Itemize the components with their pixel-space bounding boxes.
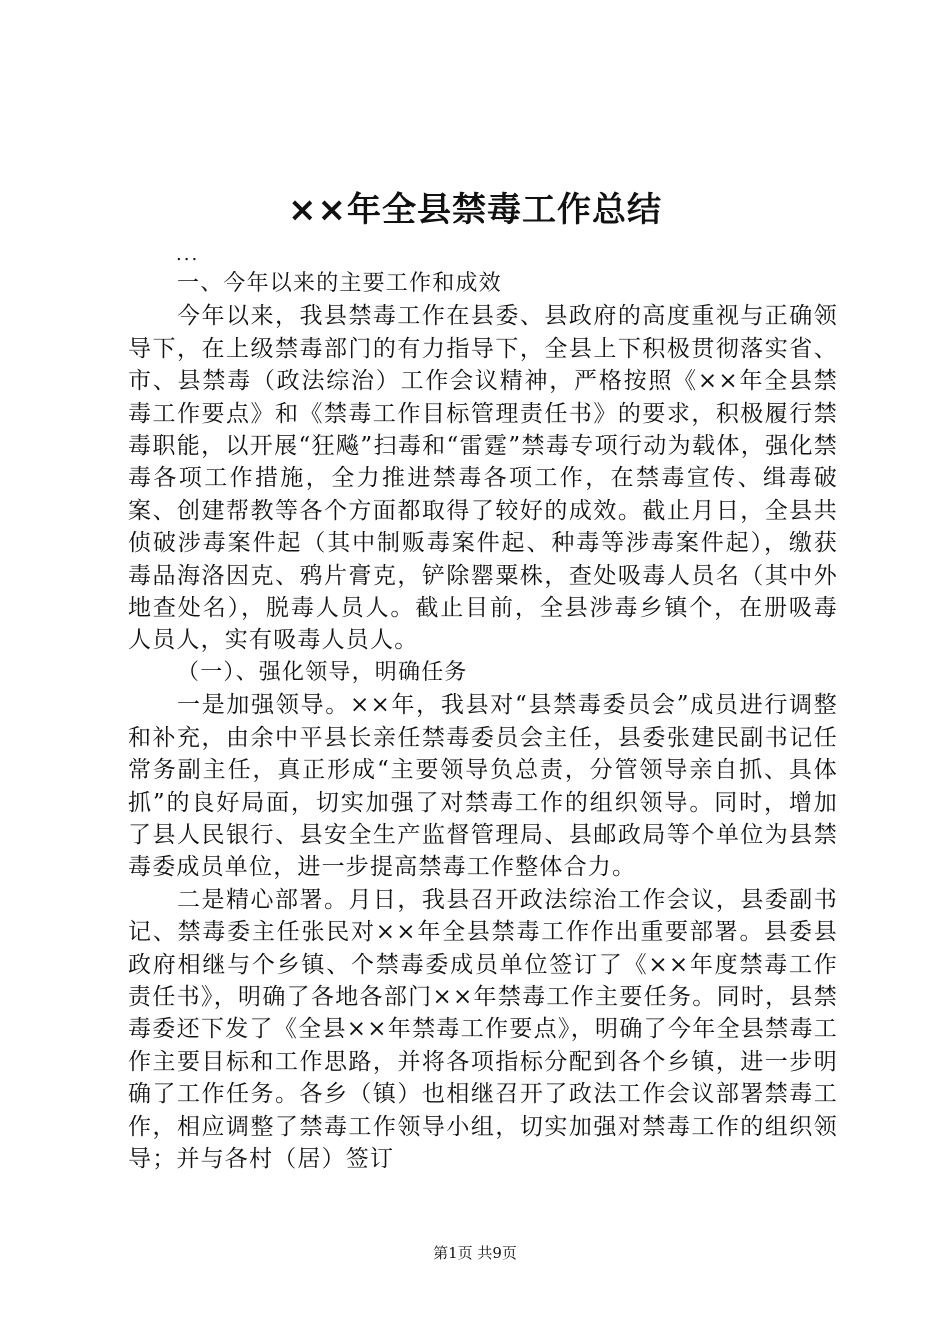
paragraph-deployment: 二是精心部署。月日，我县召开政法综治工作会议，县委副书记、禁毒委主任张民对××年全县禁毒工作作出重要部署。县委县政府相继与个乡镇、个禁毒委成员单位签订了《××年度禁毒工作责任书》，明确了各地各部门××年禁毒工作主要任务。同时，县禁毒委还下发了《全县××年禁毒工作要点》，明确了今年全县禁毒工作主要目标和工作思路，并将各项指标分配到各个乡镇，进一步明确了工作任务。各乡（镇）也相继召开了政法工作会议部署禁毒工作，相应调整了禁毒工作领导小组，切实加强对禁毒工作的组织领导；并与各村（居）签订: [128, 886, 838, 1172]
ellipsis-marker: ...: [176, 244, 200, 265]
page-footer: 第1页 共9页: [433, 1244, 517, 1262]
intro-paragraph: 今年以来，我县禁毒工作在县委、县政府的高度重视与正确领导下，在上级禁毒部门的有力指导下，全县上下积极贯彻落实省、市、县禁毒（政法综治）工作会议精神，严格按照《××年全县禁毒工作要点》和《禁毒工作目标管理责任书》的要求，积极履行禁毒职能，以开展“狂飚”扫毒和“雷霆”禁毒专项行动为载体，强化禁毒各项工作措施，全力推进禁毒各项工作，在禁毒宣传、缉毒破案、创建帮教等各个方面都取得了较好的成效。截止月日，全县共侦破涉毒案件起（其中制贩毒案件起、种毒等涉毒案件起），缴获毒品海洛因克、鸦片膏克，铲除罂粟株，查处吸毒人员名（其中外地查处名），脱毒人员人。截止目前，全县涉毒乡镇个，在册吸毒人员人，实有吸毒人员人。: [128, 303, 838, 654]
document-title: ××年全县禁毒工作总结: [288, 190, 662, 230]
section-heading: 一、今年以来的主要工作和成效: [177, 271, 502, 296]
subsection-heading: （一）、强化领导，明确任务: [177, 659, 468, 685]
document-body: [128, 242, 838, 1175]
paragraph-leadership: 一是加强领导。××年，我县对“县禁毒委员会”成员进行调整和补充，由余中平县长亲任禁毒委员会主任，县委张建民副书记任常务副主任，真正形成“主要领导负总责，分管领导亲自抓、具体抓”的良好局面，切实加强了对禁毒工作的组织领导。同时，增加了县人民银行、县安全生产监督管理局、县邮政局等个单位为县禁毒委成员单位，进一步提高禁毒工作整体合力。: [128, 692, 838, 881]
